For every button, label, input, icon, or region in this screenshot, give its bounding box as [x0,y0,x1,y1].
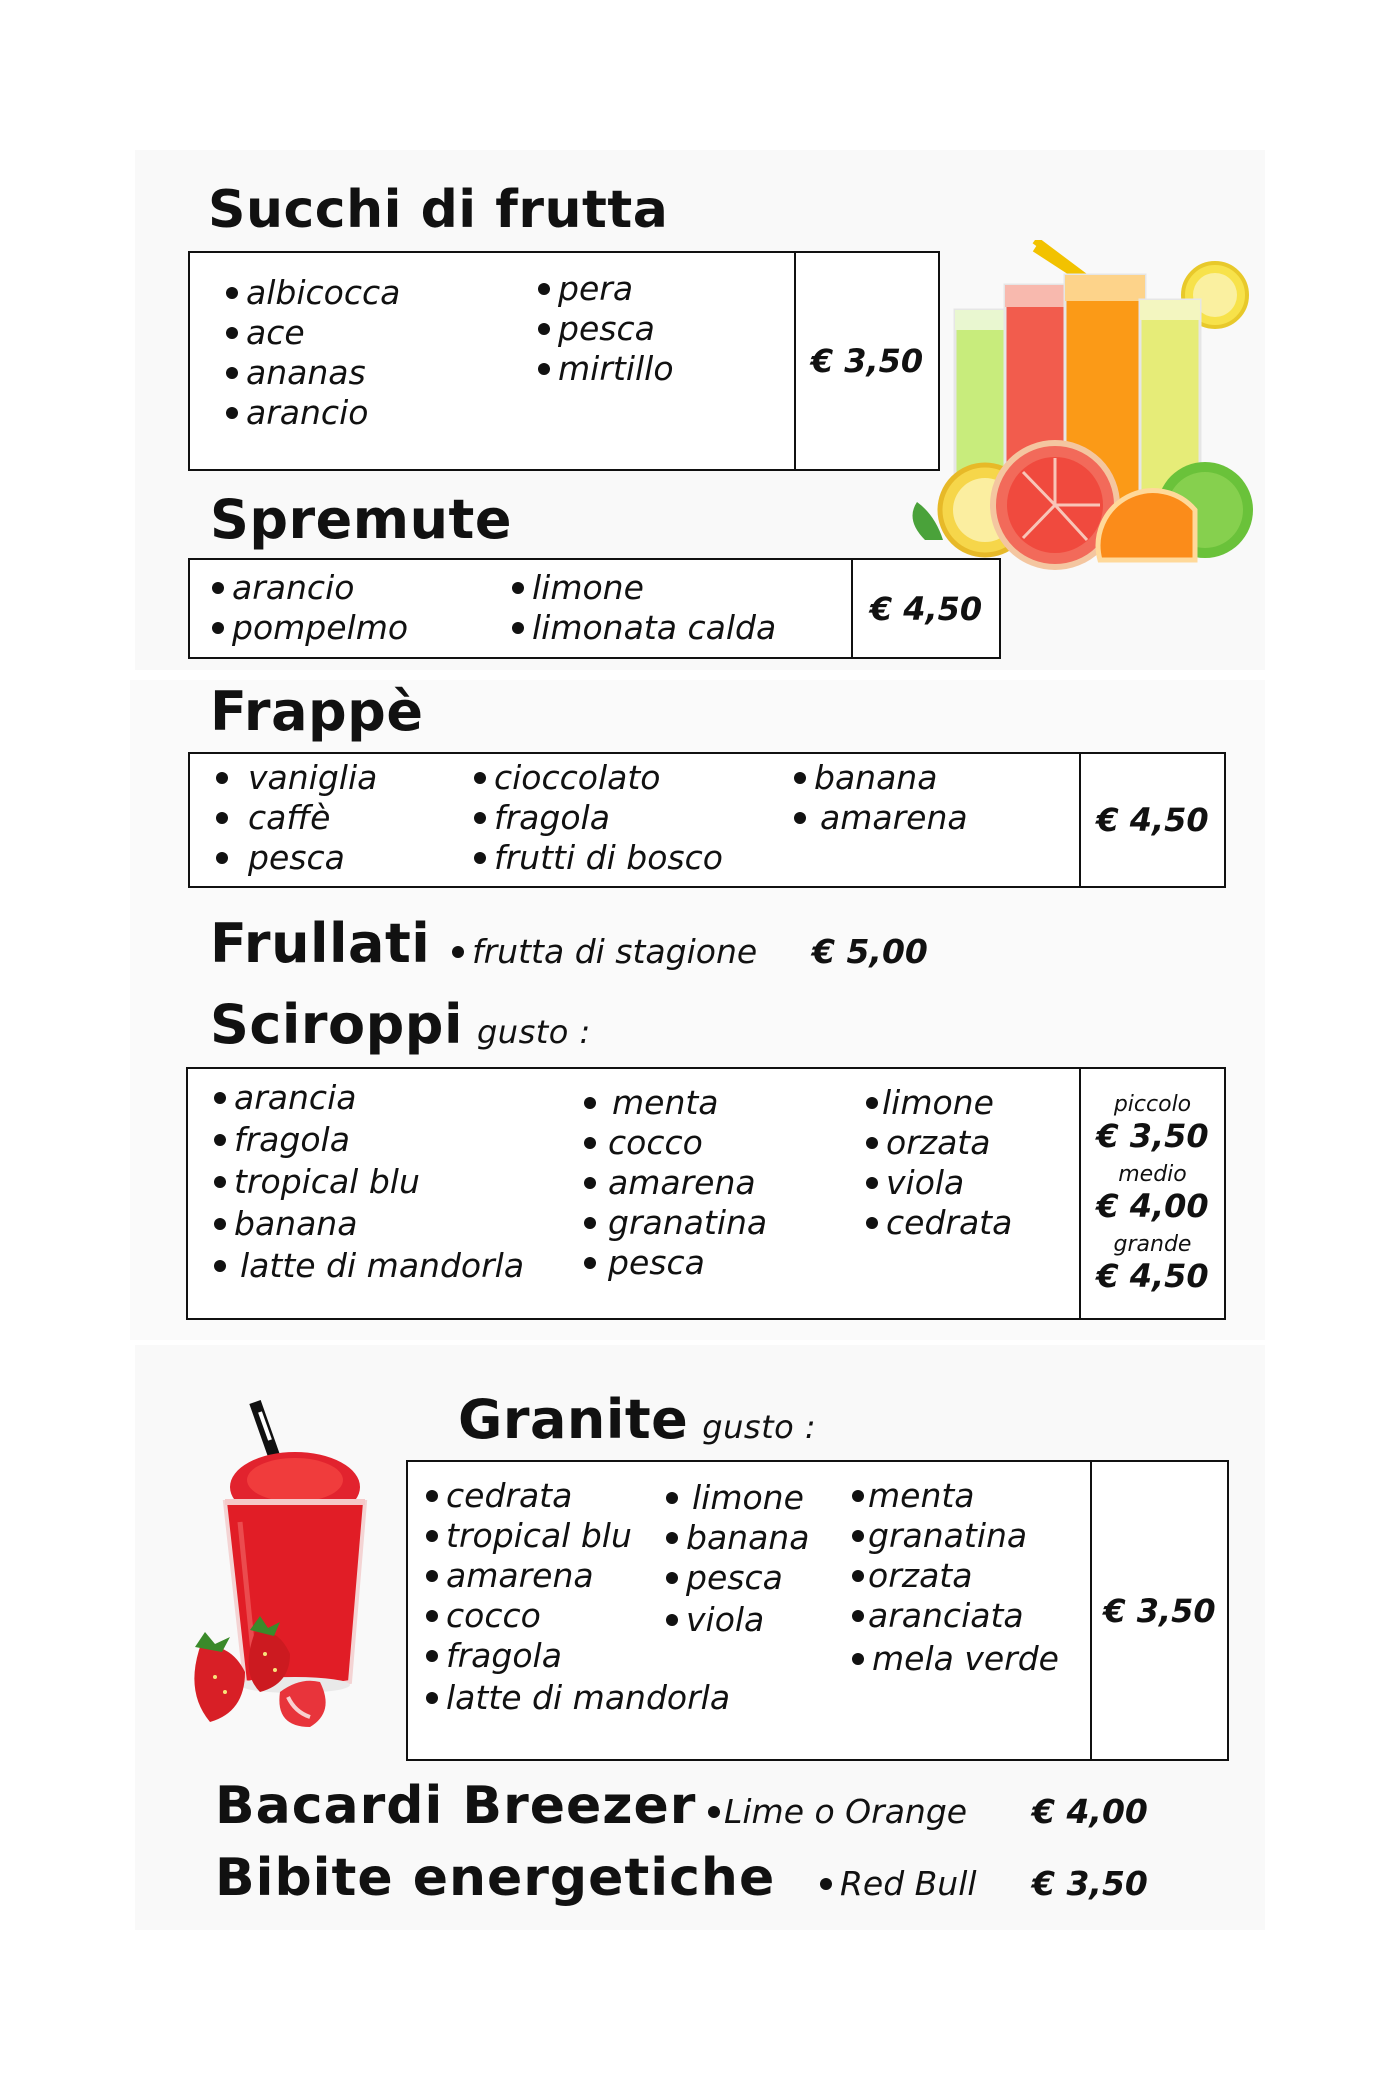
price-label: € 4,50 [1096,801,1209,839]
bullet-icon [212,582,224,594]
list-item: cedrata [426,1476,730,1516]
list-item: limone [666,1478,809,1518]
list-item: vaniglia [216,758,377,798]
energetiche-item: Red Bull [820,1864,977,1903]
list-item: menta [584,1083,767,1123]
list-item: orzata [866,1123,1012,1163]
list-item: pompelmo [212,608,408,648]
frappe-col-1 [216,758,377,878]
spremute-box [188,558,1001,659]
list-item: limone [866,1083,1012,1123]
bullet-icon [216,772,228,784]
price-label: € 3,50 [1103,1591,1216,1630]
bullet-icon [866,1137,878,1149]
list-item: latte di mandorla [426,1676,730,1720]
list-item: granatina [584,1203,767,1243]
granite-title: Granite [458,1388,689,1451]
bullet-icon [512,582,524,594]
bullet-icon [214,1134,226,1146]
spremute-price-cell [851,560,999,657]
list-item: albicocca [226,273,400,313]
price-label-medio: € 4,00 [1096,1186,1209,1225]
list-item: cocco [584,1123,767,1163]
bullet-icon [426,1530,438,1542]
bullet-icon [214,1176,226,1188]
frappe-box [188,752,1226,888]
bacardi-item: Lime o Orange [708,1792,967,1831]
juice-illustration [905,240,1265,600]
list-item: mela verde [852,1636,1059,1682]
list-item: pera [538,269,674,309]
bullet-icon [852,1610,864,1622]
list-item: amarena [584,1163,767,1203]
size-label-medio: medio [1118,1161,1187,1187]
list-item: latte di mandorla [214,1245,524,1287]
frullati-price: € 5,00 [812,932,928,971]
bullet-icon [538,363,550,375]
list-item: arancio [226,393,400,433]
succhi-col-2 [538,269,674,389]
list-item: arancio [212,568,408,608]
list-item: granatina [852,1516,1059,1556]
list-item: orzata [852,1556,1059,1596]
bullet-icon [708,1806,720,1818]
section-title-bacardi: Bacardi Breezer [215,1776,697,1836]
sciroppi-title: Sciroppi [210,993,463,1056]
list-item: amarena [426,1556,730,1596]
list-item: pesca [584,1243,767,1283]
bullet-icon [666,1532,678,1544]
granita-illustration [160,1392,420,1737]
frappe-col-3 [794,758,968,838]
list-item: banana [666,1518,809,1558]
sciroppi-price-cell [1079,1069,1224,1318]
size-label-grande: grande [1113,1231,1192,1257]
sciroppi-col-1 [214,1077,524,1287]
bullet-icon [512,622,524,634]
list-item: fragola [214,1119,524,1161]
bullet-icon [666,1572,678,1584]
section-title-energetiche: Bibite energetiche [215,1848,776,1908]
spremute-col-2 [512,568,776,648]
bullet-icon [426,1692,438,1704]
price-label-grande: € 4,50 [1096,1256,1209,1295]
list-item: fragola [474,798,723,838]
succhi-col-1 [226,273,400,433]
section-title-spremute: Spremute [210,488,512,551]
list-item: tropical blu [214,1161,524,1203]
sciroppi-box [186,1067,1226,1320]
granite-subtitle: gusto : [702,1408,817,1446]
list-item: cocco [426,1596,730,1636]
list-item: frutti di bosco [474,838,723,878]
sciroppi-col-3 [866,1083,1012,1243]
list-item: pesca [216,838,377,878]
bullet-icon [820,1878,832,1890]
bullet-icon [794,812,806,824]
list-item: ananas [226,353,400,393]
list-item: amarena [794,798,968,838]
bullet-icon [666,1492,678,1504]
bullet-icon [474,772,486,784]
bullet-icon [474,852,486,864]
list-item: pesca [538,309,674,349]
list-item: fragola [426,1636,730,1676]
frappe-col-2 [474,758,723,878]
bullet-icon [852,1570,864,1582]
section-title-frullati: Frullati [210,912,431,975]
list-item: aranciata [852,1596,1059,1636]
bullet-icon [214,1260,226,1272]
bullet-icon [852,1653,864,1665]
bacardi-price: € 4,00 [1032,1792,1148,1831]
list-item: banana [214,1203,524,1245]
bullet-icon [226,327,238,339]
bullet-icon [214,1092,226,1104]
list-item: tropical blu [426,1516,730,1556]
list-item: mirtillo [538,349,674,389]
section-title-granite [458,1388,816,1451]
bullet-icon [666,1614,678,1626]
section-title-succhi: Succhi di frutta [208,180,669,240]
energetiche-price: € 3,50 [1032,1864,1148,1903]
price-label: € 3,50 [810,342,924,380]
list-item: arancia [214,1077,524,1119]
section-title-sciroppi [210,993,591,1056]
price-label-piccolo: € 3,50 [1096,1116,1209,1155]
granite-box [406,1460,1229,1761]
bullet-icon [426,1650,438,1662]
list-item: menta [852,1476,1059,1516]
list-item: cedrata [866,1203,1012,1243]
bullet-icon [584,1217,596,1229]
bullet-icon [474,812,486,824]
bullet-icon [216,852,228,864]
bullet-icon [852,1490,864,1502]
granite-col-3 [852,1476,1059,1682]
price-label: € 4,50 [869,589,983,628]
sciroppi-col-2 [584,1083,767,1283]
list-item: pesca [666,1558,809,1598]
bullet-icon [584,1137,596,1149]
granite-col-2 [666,1478,809,1642]
bullet-icon [538,283,550,295]
bullet-icon [584,1097,596,1109]
bullet-icon [866,1097,878,1109]
bullet-icon [538,323,550,335]
frullati-item: frutta di stagione [452,932,757,971]
size-label-piccolo: piccolo [1113,1091,1192,1117]
list-item: limonata calda [512,608,776,648]
frappe-price-cell [1079,754,1224,886]
list-item: cioccolato [474,758,723,798]
bullet-icon [426,1490,438,1502]
bullet-icon [866,1177,878,1189]
spremute-col-1 [212,568,408,648]
juice-glasses-image [905,240,1265,600]
bullet-icon [584,1177,596,1189]
granite-price-cell [1090,1462,1227,1759]
list-item: viola [666,1598,809,1642]
bullet-icon [794,772,806,784]
section-title-frappe: Frappè [210,680,424,743]
list-item: caffè [216,798,377,838]
bullet-icon [226,287,238,299]
list-item: limone [512,568,776,608]
sciroppi-subtitle: gusto : [476,1013,591,1051]
list-item: viola [866,1163,1012,1203]
bullet-icon [216,812,228,824]
list-item: ace [226,313,400,353]
bullet-icon [226,407,238,419]
bullet-icon [214,1218,226,1230]
granita-cup-image [160,1392,420,1737]
bullet-icon [212,622,224,634]
bullet-icon [426,1570,438,1582]
bullet-icon [452,946,464,958]
bullet-icon [866,1217,878,1229]
succhi-box [188,251,940,471]
bullet-icon [426,1610,438,1622]
bullet-icon [226,367,238,379]
bullet-icon [584,1257,596,1269]
list-item: banana [794,758,968,798]
bullet-icon [852,1530,864,1542]
